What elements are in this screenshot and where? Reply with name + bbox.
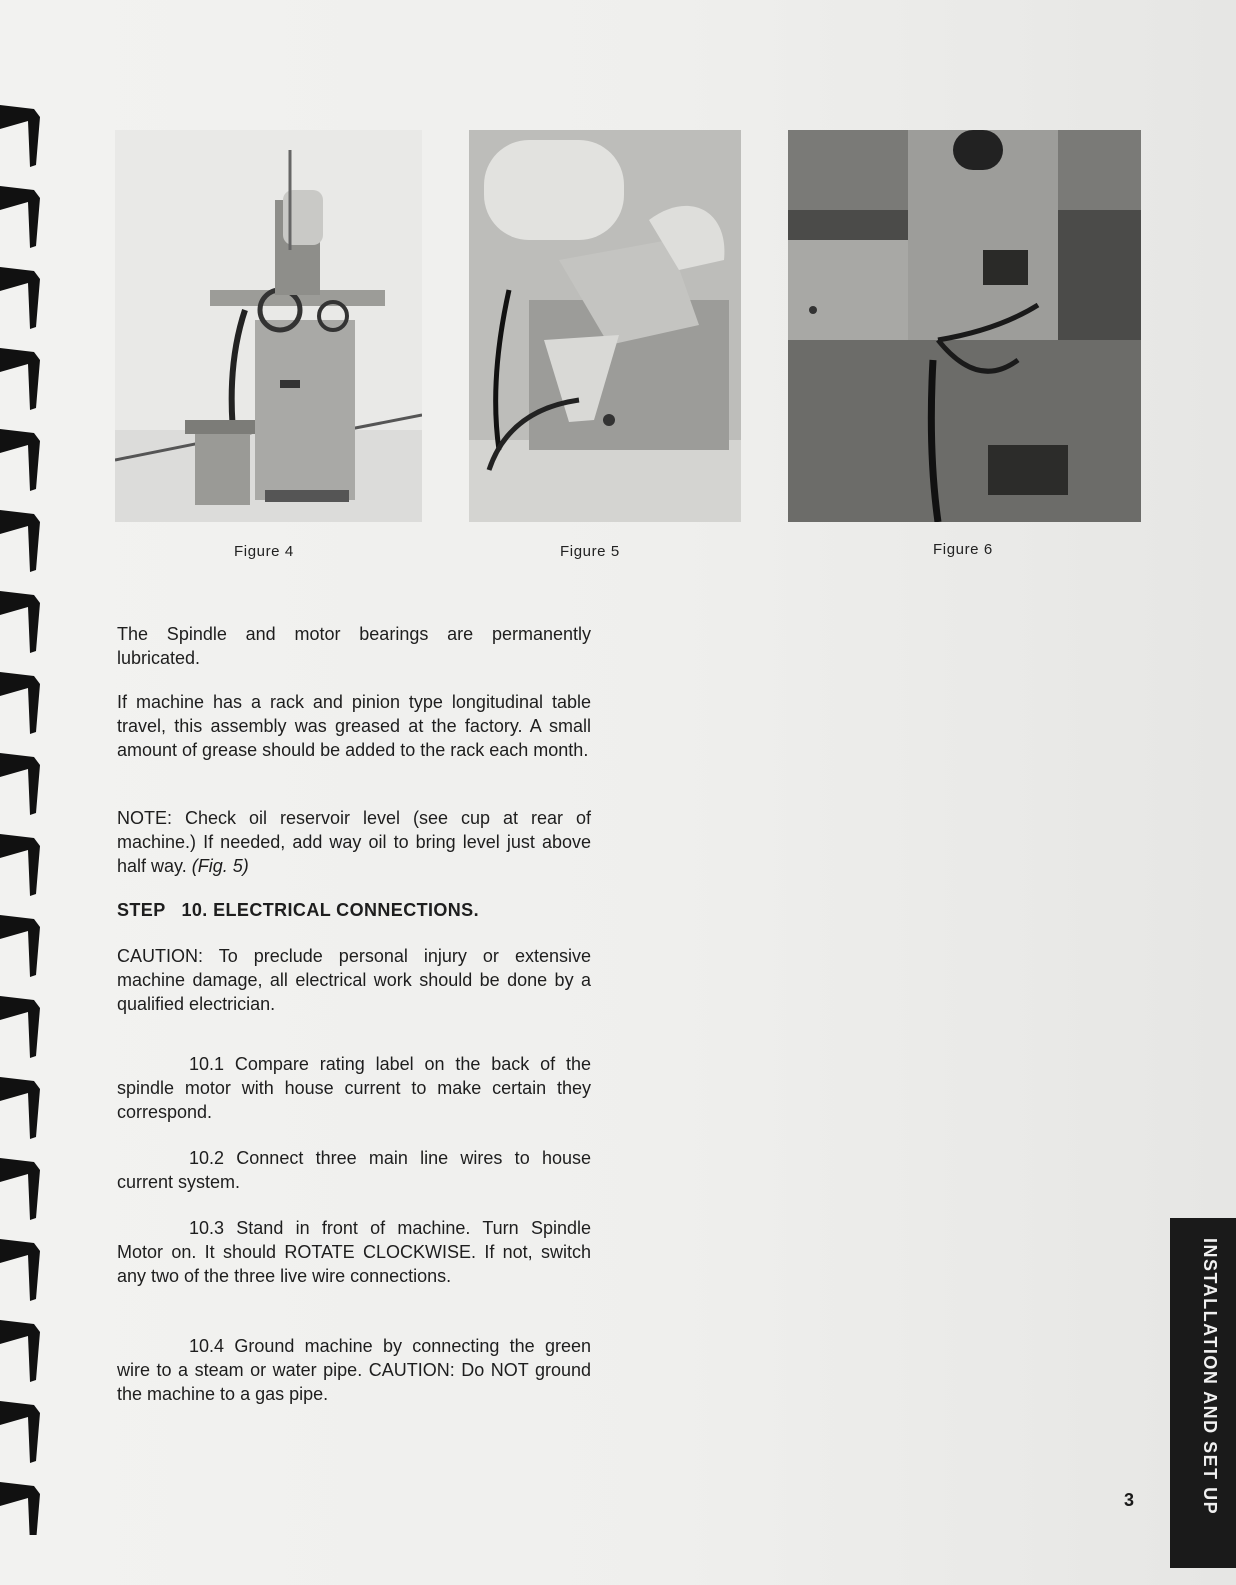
- step-10-2-text: 10.2 Connect three main line wires to house current system.: [117, 1148, 591, 1192]
- step-10-3-text: 10.3 Stand in front of machine. Turn Spindle Motor on. It should ROTATE CLOCKWISE. If not, switch any two of the three live wire connections.: [117, 1218, 591, 1286]
- binding-coil: [0, 1320, 40, 1382]
- page-number: 3: [1124, 1490, 1135, 1510]
- binding-coil: [0, 1158, 40, 1220]
- binding-coil: [0, 429, 40, 491]
- note-main: NOTE: Check oil reservoir level (see cup at rear of machine.) If needed, add way oil to bring level just above half way.: [117, 808, 591, 876]
- figure-5-caption: Figure 5: [560, 543, 620, 560]
- bearings-text: The Spindle and motor bearings are permanently lubricated.: [117, 624, 591, 668]
- binding-coil: [0, 591, 40, 653]
- binding-coil: [0, 672, 40, 734]
- step-10-heading: [117, 898, 591, 922]
- caution-paragraph: [117, 944, 591, 1016]
- binding-coil: [0, 1077, 40, 1139]
- figure-6-caption: Figure 6: [933, 541, 993, 558]
- rack-paragraph: [117, 690, 591, 762]
- binding-coil: [0, 1482, 40, 1535]
- step-10-4-text: 10.4 Ground machine by connecting the green wire to a steam or water pipe. CAUTION: Do NOT ground the machine to a gas pipe.: [117, 1336, 591, 1404]
- bearings-paragraph: [117, 622, 591, 670]
- binding-coil: [0, 1239, 40, 1301]
- rack-text: If machine has a rack and pinion type longitudinal table travel, this assembly was greased at the factory. A small amount of grease should be added to the rack each month.: [117, 692, 591, 760]
- caution-text: CAUTION: To preclude personal injury or extensive machine damage, all electrical work should be done by a qualified electrician.: [117, 946, 591, 1014]
- section-tab-label: INSTALLATION AND SET UP: [1200, 1238, 1220, 1516]
- binding-coil: [0, 267, 40, 329]
- note-text: [117, 806, 591, 878]
- binding-coil: [0, 348, 40, 410]
- step-10-4: [117, 1334, 591, 1406]
- note-paragraph: [117, 806, 591, 878]
- figure-4-caption: Figure 4: [234, 543, 294, 560]
- section-side-tab: [1170, 1218, 1236, 1568]
- step-10-2: [117, 1146, 591, 1194]
- binding-coil: [0, 510, 40, 572]
- note-figure-ref: (Fig. 5): [191, 856, 249, 876]
- binding-coil: [0, 834, 40, 896]
- binding-coil: [0, 105, 40, 167]
- figure-5-photo: [469, 130, 741, 522]
- step-10-heading-text: STEP 10. ELECTRICAL CONNECTIONS.: [117, 900, 479, 920]
- step-10-1: [117, 1052, 591, 1124]
- binding-coil: [0, 996, 40, 1058]
- binding-coil: [0, 753, 40, 815]
- step-10-1-text: 10.1 Compare rating label on the back of the spindle motor with house current to make certain they correspond.: [117, 1054, 591, 1122]
- binding-coil: [0, 915, 40, 977]
- binding-coil: [0, 1401, 40, 1463]
- figure-4-photo: [115, 130, 422, 522]
- spiral-binding: [0, 95, 48, 1535]
- figure-6-photo: [788, 130, 1141, 522]
- binding-coil: [0, 186, 40, 248]
- step-10-3: [117, 1216, 591, 1288]
